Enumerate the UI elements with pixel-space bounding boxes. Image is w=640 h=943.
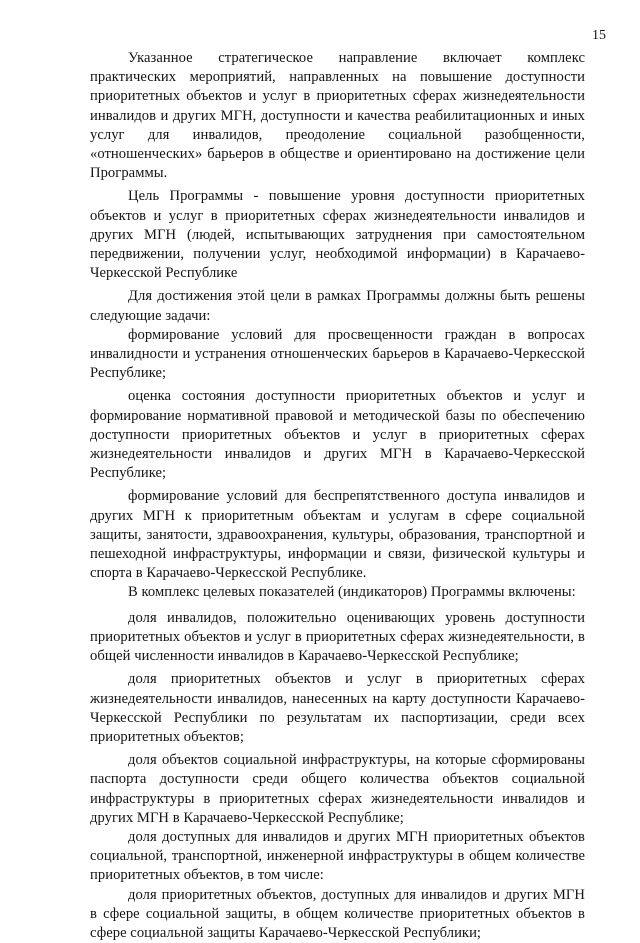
document-body (90, 49, 585, 943)
paragraph-indicator-2: доля приоритетных объектов и услуг в приоритетных сферах жизнедеятельности инвалидов, нанесенных на карту доступности Карачаево-Черкесской Республики по результатам их паспортизации, среди всех приоритетных объектов; (90, 671, 585, 745)
paragraph-indicator-1: доля инвалидов, положительно оценивающих уровень доступности приоритетных объектов и услуг в приоритетных сферах жизнедеятельности, в общей численности инвалидов в Карачаево-Черкесской Республике; (90, 609, 585, 665)
paragraph-indicator-4: доля доступных для инвалидов и других МГН приоритетных объектов социальной, транспортной, инженерной инфраструктуры в общем количестве приоритетных объектов, в том числе: (90, 828, 585, 884)
paragraph-tasks-intro: Для достижения этой цели в рамках Программы должны быть решены следующие задачи: (90, 288, 585, 324)
paragraph-task-awareness: формирование условий для просвещенности граждан в вопросах инвалидности и устранения отношенческих барьеров в Карачаево-Черкесской Республике; (90, 326, 585, 382)
paragraph-task-assessment: оценка состояния доступности приоритетных объектов и услуг и формирование нормативной правовой и методической базы по обеспечению доступности приоритетных объектов и услуг в приоритетных сферах жизнедеятельности инвалидов и других МГН в Карачаево-Черкесской Республике; (90, 388, 585, 482)
paragraph-indicator-5: доля приоритетных объектов, доступных для инвалидов и других МГН в сфере социальной защиты, в общем количестве приоритетных объектов в сфере социальной защиты Карачаево-Черкесской Республики; (90, 886, 585, 941)
page-number: 15 (592, 28, 606, 43)
paragraph-program-goal: Цель Программы - повышение уровня доступности приоритетных объектов и услуг в приоритетных сферах жизнедеятельности инвалидов и других МГН (людей, испытывающих затруднения при самостоятельном передвижении, получении услуг, необходимой информации) в Карачаево-Черкесской Республике (90, 188, 585, 282)
paragraph-indicator-3: доля объектов социальной инфраструктуры, на которые сформированы паспорта доступности среди общего количества объектов социальной инфраструктуры в приоритетных сферах жизнедеятельности инвалидов и других МГН в Карачаево-Черкесской Республике; (90, 752, 585, 826)
paragraph-strategic-direction: Указанное стратегическое направление включает комплекс практических мероприятий, направленных на повышение доступности приоритетных объектов и услуг в приоритетных сферах жизнедеятельности инвалидов и других МГН, доступности и качества реабилитационных и иных услуг для инвалидов, преодоление социальной разобщенности, «отношенческих» барьеров в обществе и ориентировано на достижение цели Программы. (90, 50, 585, 182)
paragraph-indicators-intro: В комплекс целевых показателей (индикаторов) Программы включены: (128, 584, 576, 601)
paragraph-task-access-conditions: формирование условий для беспрепятственного доступа инвалидов и других МГН к приоритетным объектам и услугам в сфере социальной защиты, занятости, здравоохранения, культуры, образования, транспортной и пешеходной инфраструктуры, информации и связи, физической культуры и спорта в Карачаево-Черкесской Республике. (90, 488, 585, 582)
